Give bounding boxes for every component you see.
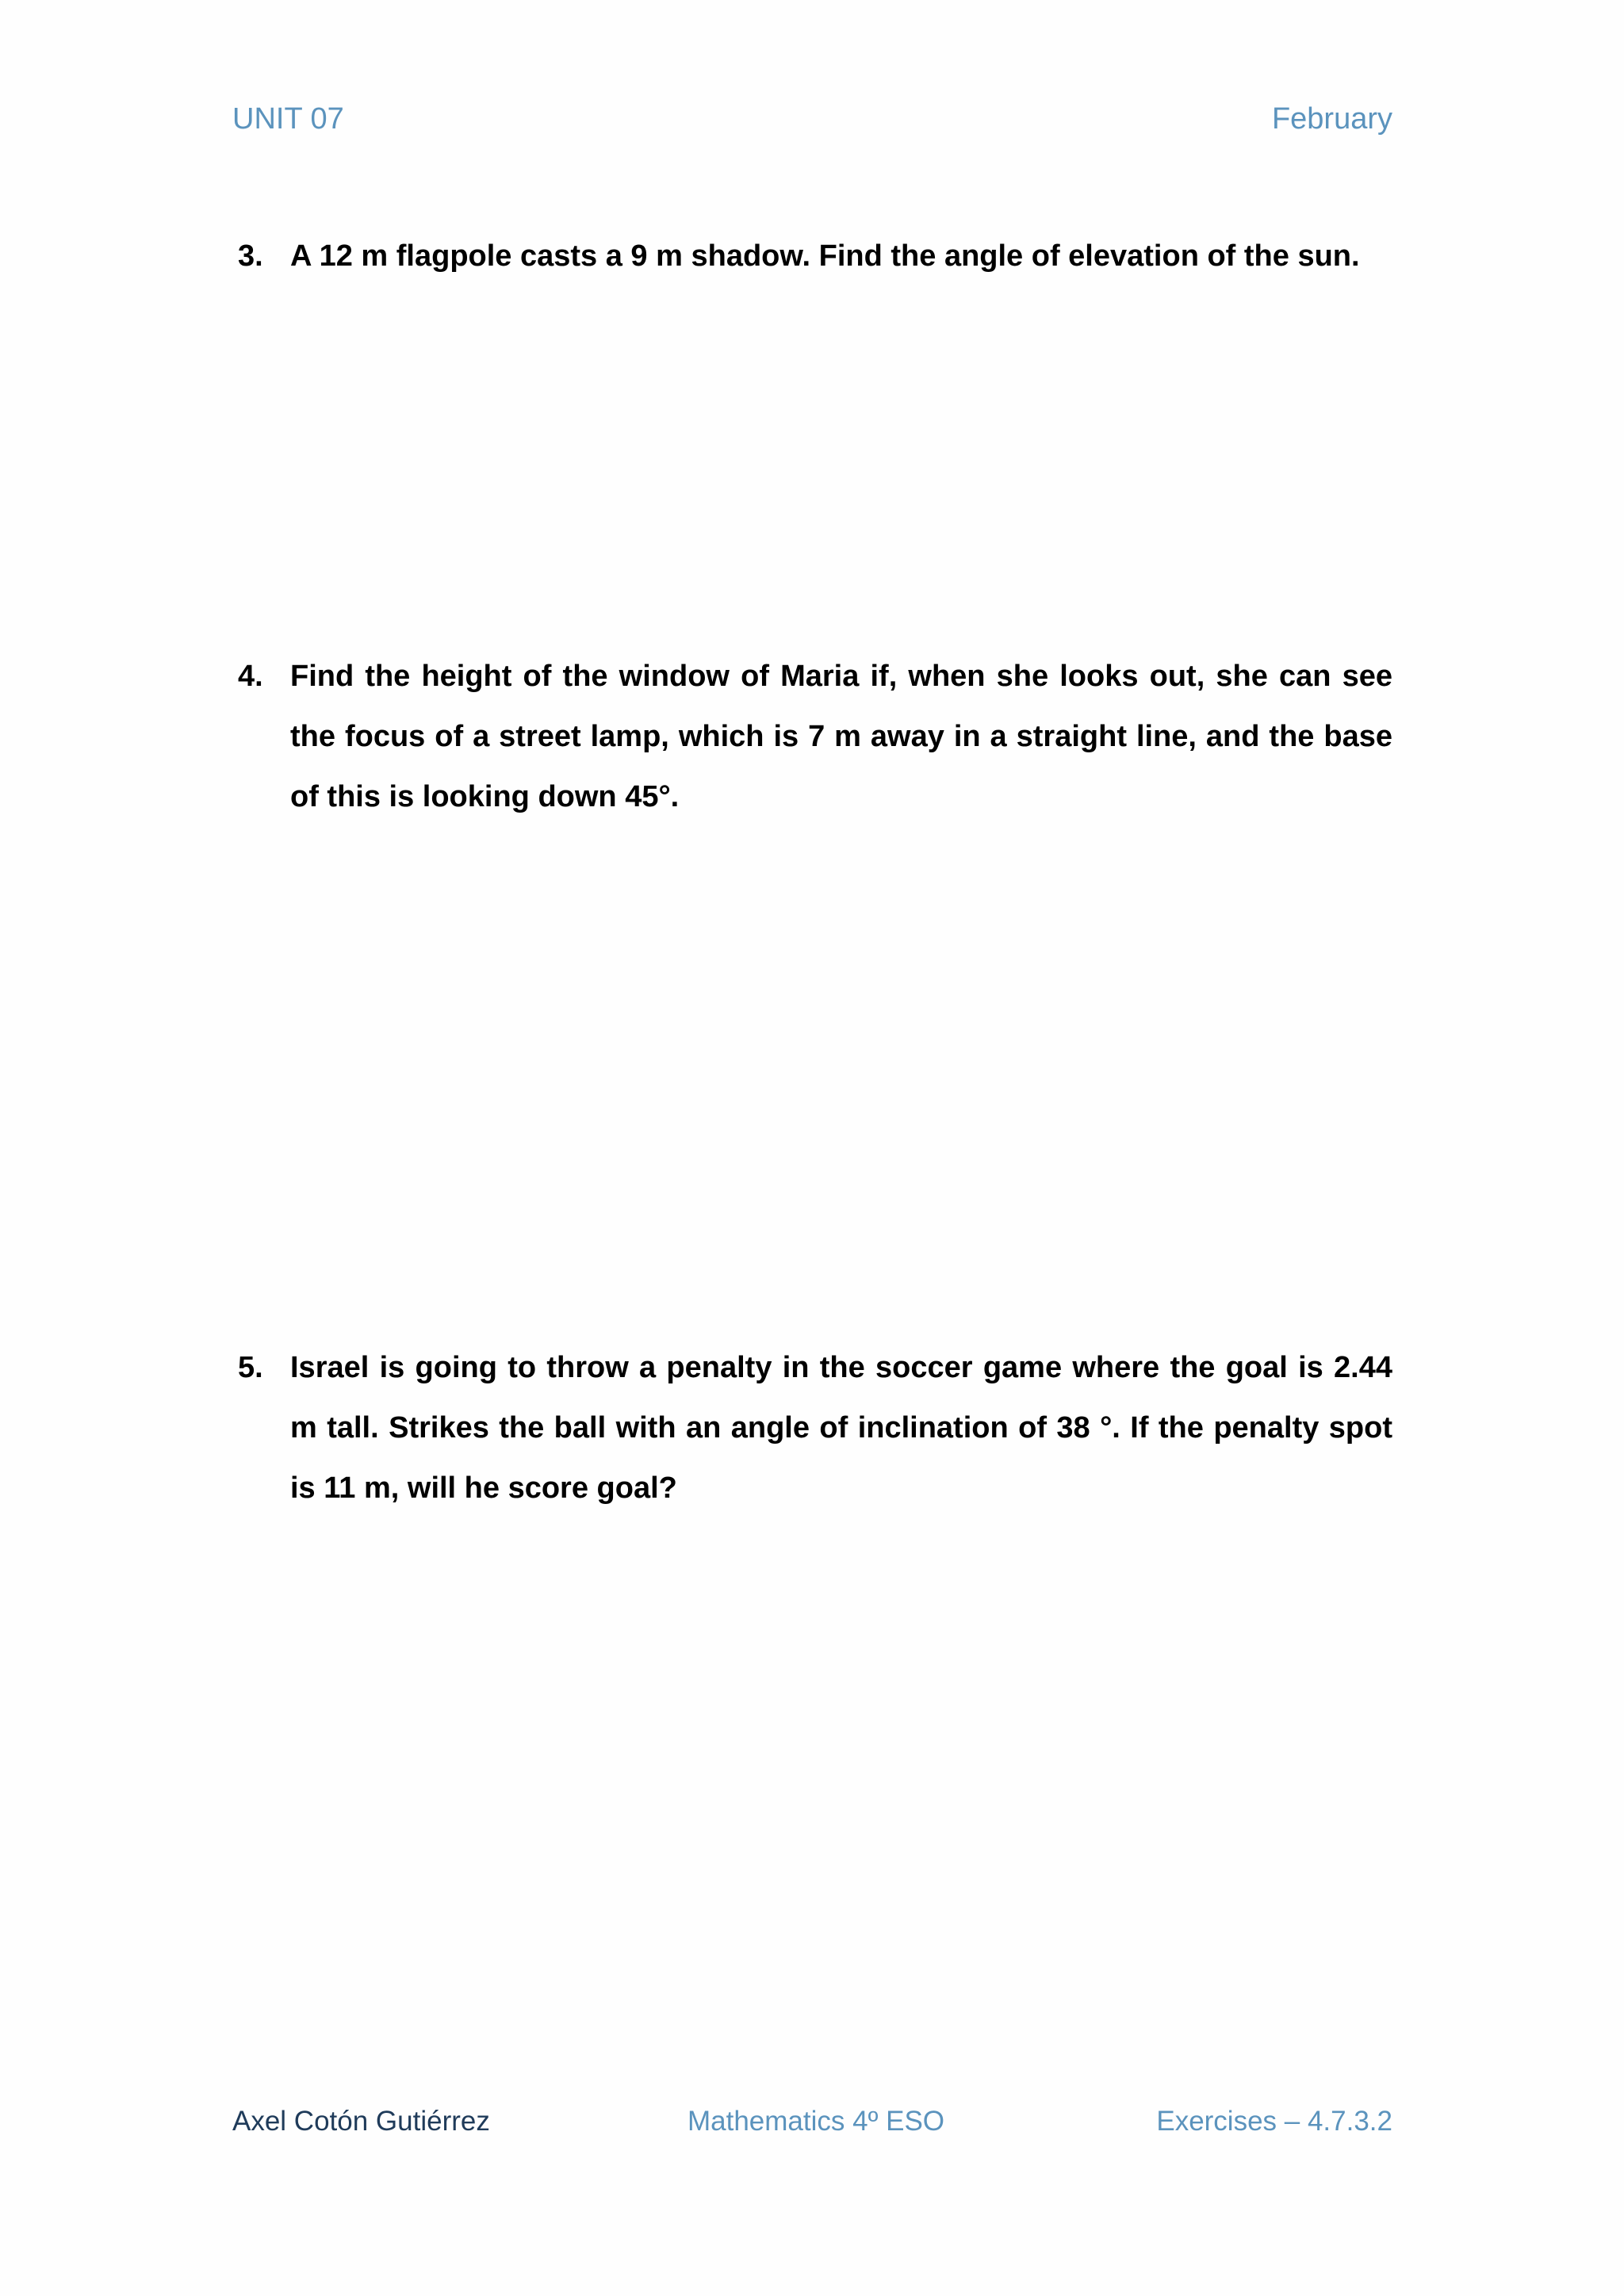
- exercise-number: 4.: [238, 660, 263, 693]
- exercise-text: Israel is going to throw a penalty in the soccer game where the goal is 2.44 m tall. Strikes the ball with an angle of inclination of 38 °. If the penalty spot is 11 m, will he score goal?: [290, 1351, 1392, 1505]
- header-month: February: [1271, 102, 1392, 136]
- footer-section: Exercises – 4.7.3.2: [1156, 2106, 1392, 2137]
- footer-author: Axel Cotón Gutiérrez: [232, 2106, 490, 2137]
- footer-course: Mathematics 4º ESO: [688, 2106, 945, 2137]
- exercise-3: [238, 226, 1392, 286]
- exercise-text: Find the height of the window of Maria if, when she looks out, she can see the focus of a street lamp, which is 7 m away in a straight line, and the base of this is looking down 45°.: [290, 660, 1392, 813]
- exercise-4: [238, 646, 1392, 827]
- exercise-text: A 12 m flagpole casts a 9 m shadow. Find the angle of elevation of the sun.: [290, 239, 1360, 273]
- exercise-number: 5.: [238, 1351, 263, 1384]
- header-unit: UNIT 07: [232, 102, 344, 136]
- exercise-number: 3.: [238, 239, 263, 273]
- exercise-5: [238, 1337, 1392, 1518]
